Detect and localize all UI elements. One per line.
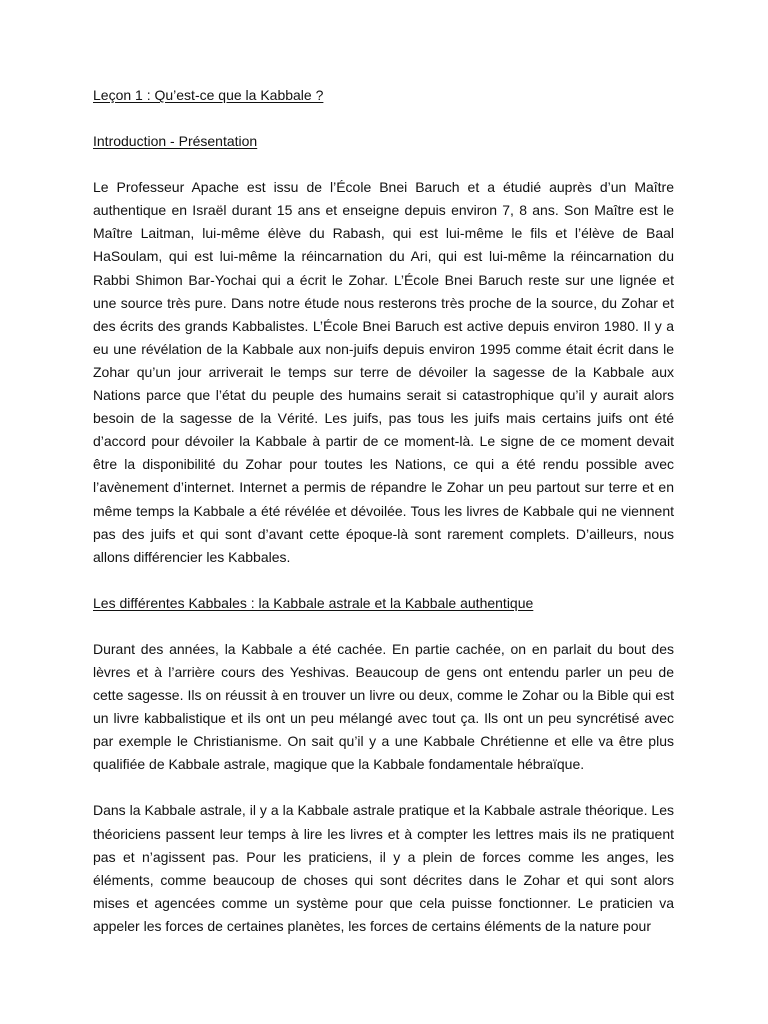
intro-heading: Introduction - Présentation	[93, 133, 258, 150]
spacer	[93, 107, 674, 130]
lesson-title: Leçon 1 : Qu’est-ce que la Kabbale ?	[93, 87, 324, 103]
section-paragraph-1: Durant des années, la Kabbale a été cachée. En partie cachée, on en parlait du bout des lèvres et à l’arrière cours des Yeshivas. Beaucoup de gens ont entendu parler un peu de cette sagesse. Ils on réussit à en trouver un livre ou deux, comme le Zohar ou la Bible qui est un livre kabbalistique et ils ont un peu mélangé avec tout ça. Ils ont un peu syncrétisé avec par exemple le Christianisme. On sait qu’il y a une Kabbale Chrétienne et elle va être plus qualifiée de Kabbale astrale, magique que la Kabbale fondamentale hébraïque.	[93, 640, 674, 773]
section-paragraph-2: Dans la Kabbale astrale, il y a la Kabbale astrale pratique et la Kabbale astrale théorique. Les théoriciens passent leur temps à lire les livres et à compter les lettres mais ils ne pratiquent pas et n’agissent pas. Pour les praticiens, il y a plein de forces comme les anges, les éléments, comme beaucoup de choses qui sont décrites dans le Zohar et qui sont alors mises et agencées comme un système pour que cela puisse fonctionner. Le praticien va appeler les forces de certaines planètes, les forces de certains éléments de la nature pour	[93, 802, 674, 934]
spacer	[93, 615, 674, 638]
spacer	[93, 776, 674, 799]
intro-paragraph: Le Professeur Apache est issu de l’École Bnei Baruch et a étudié auprès d’un Maître authentique en Israël durant 15 ans et enseigne depuis environ 7, 8 ans. Son Maître est le Maître Laitman, lui-même élève du Rabash, qui est lui-même le fils et l’élève de Baal HaSoulam, qui est lui-même la réincarnation du Ari, qui est lui-même la réincarnation du Rabbi Shimon Bar-Yochai qui a écrit le Zohar. L’École Bnei Baruch reste sur une lignée et une source très pure. Dans notre étude nous resterons très proche de la source, du Zohar et des écrits des grands Kabbalistes. L’École Bnei Baruch est active depuis environ 1980. Il y a eu une révélation de la Kabbale aux non-juifs depuis environ 1995 comme était écrit dans le Zohar qu’un jour arriverait le temps sur terre de dévoiler la sagesse de la Kabbale aux Nations parce que l’état du peuple des humains serait si catastrophique qu’il y aurait alors besoin de la sagesse de la Vérité. Les juifs, pas tous les juifs mais certains juifs ont été d’accord pour dévoiler la Kabbale à partir de ce moment-là. Le signe de ce moment devait être la disponibilité du Zohar pour toutes les Nations, ce qui a été rendu possible avec l’avènement d’internet. Internet a permis de répandre le Zohar un peu partout sur terre et en même temps la Kabbale a été révélée et dévoilée. Tous les livres de Kabbale qui ne viennent pas des juifs et qui sont d’avant cette époque-là sont rarement complets. D’ailleurs, nous allons différencier les Kabbales.	[93, 179, 674, 565]
section-heading: Les différentes Kabbales : la Kabbale astrale et la Kabbale authentique	[93, 594, 534, 611]
document-page	[93, 84, 674, 938]
spacer	[93, 569, 674, 592]
spacer	[93, 153, 674, 176]
